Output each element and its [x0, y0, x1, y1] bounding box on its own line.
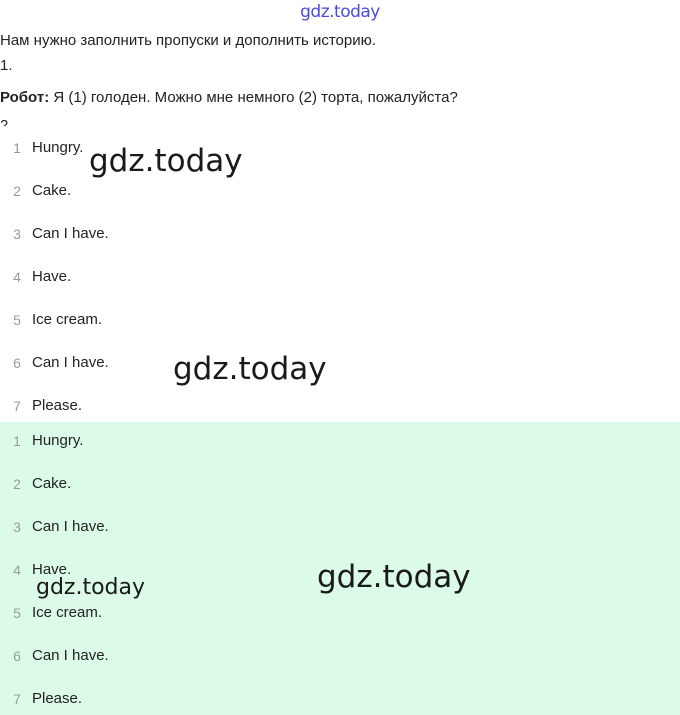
answer-text: Can I have.	[32, 518, 109, 535]
robot-dialogue	[0, 89, 458, 106]
answer-text: Can I have.	[32, 647, 109, 664]
line-number: 7	[13, 691, 21, 707]
line-number: 6	[13, 648, 21, 664]
line-number: 2	[13, 183, 21, 199]
line-number: 5	[13, 312, 21, 328]
list-item	[0, 432, 300, 452]
watermark: gdz.today	[89, 143, 243, 179]
list-item	[0, 518, 300, 538]
task-instruction: Нам нужно заполнить пропуски и дополнить историю.	[0, 32, 377, 49]
watermark: gdz.today	[317, 559, 471, 595]
line-number: 7	[13, 398, 21, 414]
answer-text: Hungry.	[32, 139, 84, 156]
list-item	[0, 311, 300, 331]
answer-text: Please.	[32, 690, 83, 707]
line-number: 2	[13, 476, 21, 492]
list-item	[0, 690, 300, 710]
answer-text: Ice cream.	[32, 311, 103, 328]
line-number: 6	[13, 355, 21, 371]
line-number: 1	[13, 140, 21, 156]
line-number: 4	[13, 269, 21, 285]
list-item	[0, 647, 300, 667]
watermark: gdz.today	[36, 575, 146, 600]
line-number: 3	[13, 519, 21, 535]
line-number: 3	[13, 226, 21, 242]
list-item	[0, 268, 300, 288]
line-number: 1	[13, 433, 21, 449]
exercise-number: 1.	[0, 57, 13, 74]
answer-text: Hungry.	[32, 432, 84, 449]
list-item	[0, 397, 300, 417]
speaker-label: Робот:	[0, 89, 50, 106]
site-logo[interactable]: gdz.today	[300, 2, 380, 22]
list-item	[0, 182, 300, 202]
line-number: 5	[13, 605, 21, 621]
answer-text: Have.	[32, 268, 72, 285]
answer-text: Please.	[32, 397, 83, 414]
answer-text: Can I have.	[32, 225, 109, 242]
clipped-text	[0, 116, 8, 124]
list-item	[0, 475, 300, 495]
answer-text: Have.	[32, 561, 72, 578]
answer-text: Cake.	[32, 475, 72, 492]
line-number: 4	[13, 562, 21, 578]
watermark: gdz.today	[173, 351, 327, 387]
answer-text: Cake.	[32, 182, 72, 199]
answer-text: Ice cream.	[32, 604, 103, 621]
answer-text: Can I have.	[32, 354, 109, 371]
list-item	[0, 225, 300, 245]
dialogue-text: Я (1) голоден. Можно мне немного (2) торта, пожалуйста?	[49, 89, 458, 106]
list-item	[0, 604, 300, 624]
